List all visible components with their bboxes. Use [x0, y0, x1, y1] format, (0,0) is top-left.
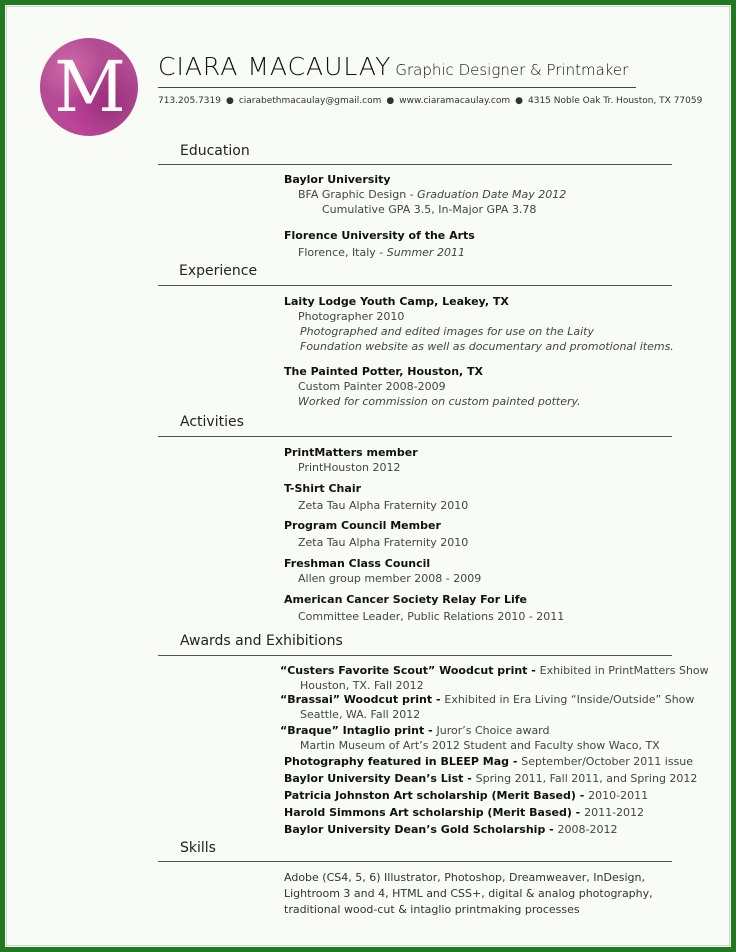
activity-item — [284, 518, 468, 550]
award-item — [280, 723, 660, 753]
entry-title: Baylor University — [284, 173, 391, 186]
activity-name: Freshman Class Council — [284, 557, 431, 570]
entry-title: Laity Lodge Youth Camp, Leakey, TX — [284, 295, 509, 308]
section-title-experience: Experience — [179, 263, 258, 279]
entry-florence — [284, 228, 475, 260]
activity-detail: Zeta Tau Alpha Fraternity 2010 — [298, 536, 469, 549]
award-sub: Houston, TX. Fall 2012 — [300, 679, 424, 692]
entry-laity — [284, 294, 674, 354]
section-title-education: Education — [180, 143, 250, 159]
award-name: Patricia Johnston Art scholarship (Merit Based) - — [284, 789, 589, 802]
award-detail: 2011-2012 — [584, 806, 645, 819]
activity-name: PrintMatters member — [284, 446, 418, 459]
activity-item — [284, 445, 418, 475]
entry-detail — [284, 245, 475, 260]
award-name: “Custers Favorite Scout” Woodcut print - — [280, 664, 540, 677]
award-item — [284, 822, 618, 837]
section-rule — [158, 436, 672, 437]
award-item — [284, 788, 648, 803]
activity-name: American Cancer Society Relay For Life — [284, 593, 527, 606]
award-name: “Braque” Intaglio print - — [280, 724, 437, 737]
applicant-role: Graphic Designer & Printmaker — [395, 61, 629, 79]
address: 4315 Noble Oak Tr. Houston, TX 77059 — [528, 96, 703, 106]
activity-item — [284, 556, 481, 586]
award-item — [284, 754, 693, 769]
activity-detail: Zeta Tau Alpha Fraternity 2010 — [298, 499, 469, 512]
bullet-icon: ● — [515, 96, 523, 106]
grad-date: Graduation Date May 2012 — [417, 188, 567, 201]
entry-baylor — [284, 172, 566, 217]
entry-desc: Photographed and edited images for use on the Laity — [300, 325, 594, 338]
entry-desc: Worked for commission on custom painted pottery. — [298, 395, 581, 408]
award-detail: Juror’s Choice award — [436, 724, 550, 737]
activity-item — [284, 481, 468, 513]
section-rule — [158, 861, 672, 862]
activity-detail: PrintHouston 2012 — [298, 461, 401, 474]
monogram-letter: M — [54, 46, 124, 128]
award-item — [284, 805, 644, 820]
contact-line — [158, 96, 702, 106]
award-sub: Seattle, WA. Fall 2012 — [300, 708, 421, 721]
award-detail: Exhibited in PrintMatters Show — [539, 664, 709, 677]
activity-detail: Committee Leader, Public Relations 2010 - 2011 — [298, 610, 565, 623]
bullet-icon: ● — [225, 96, 234, 106]
award-detail: September/October 2011 issue — [521, 755, 694, 768]
entry-role: Custom Painter 2008-2009 — [298, 380, 446, 393]
award-name: Baylor University Dean’s Gold Scholarship - — [284, 823, 558, 836]
award-detail: Exhibited in Era Living “Inside/Outside” Show — [444, 693, 695, 706]
award-sub: Martin Museum of Art’s 2012 Student and Faculty show Waco, TX — [300, 739, 660, 752]
award-name: Photography featured in BLEEP Mag - — [284, 755, 522, 768]
award-item — [280, 663, 709, 693]
monogram-logo — [40, 38, 138, 136]
section-title-awards: Awards and Exhibitions — [180, 633, 343, 649]
section-rule — [158, 655, 672, 656]
bullet-icon: ● — [386, 96, 395, 106]
entry-desc: Foundation website as well as documentary and promotional items. — [300, 340, 674, 353]
website-link[interactable]: www.ciaramacaulay.com — [399, 96, 511, 106]
skills-text: Adobe (CS4, 5, 6) Illustrator, Photoshop, Dreamweaver, InDesign, Lightroom 3 and 4, HTML and CSS+, digital & analog photography, traditional wood-cut & intaglio printmaking processes — [284, 871, 653, 916]
entry-gpa: Cumulative GPA 3.5, In-Major GPA 3.78 — [322, 203, 537, 216]
entry-potter — [284, 364, 581, 409]
phone: 713.205.7319 — [158, 96, 221, 106]
award-detail: Spring 2011, Fall 2011, and Spring 2012 — [475, 772, 698, 785]
header-name-line — [158, 52, 628, 81]
award-name: Baylor University Dean’s List - — [284, 772, 476, 785]
activity-name: Program Council Member — [284, 519, 441, 532]
award-item — [284, 771, 697, 786]
entry-title: Florence University of the Arts — [284, 229, 475, 242]
entry-role: Photographer 2010 — [298, 310, 405, 323]
place: Florence, Italy - — [298, 246, 387, 259]
degree: BFA Graphic Design - — [298, 188, 418, 201]
section-title-activities: Activities — [180, 414, 244, 430]
activity-detail: Allen group member 2008 - 2009 — [298, 572, 482, 585]
activity-item — [284, 592, 564, 624]
award-item — [280, 692, 694, 722]
header-divider — [158, 87, 636, 88]
award-name: “Brassai” Woodcut print - — [280, 693, 445, 706]
section-title-skills: Skills — [180, 840, 216, 856]
section-rule — [158, 285, 672, 286]
email-link[interactable]: ciarabethmacaulay@gmail.com — [238, 96, 382, 106]
section-rule — [158, 164, 672, 165]
activity-name: T-Shirt Chair — [284, 482, 362, 495]
entry-title: The Painted Potter, Houston, TX — [284, 365, 484, 378]
term: Summer 2011 — [386, 246, 465, 259]
award-detail: 2008-2012 — [557, 823, 618, 836]
award-detail: 2010-2011 — [588, 789, 649, 802]
entry-detail — [284, 187, 566, 202]
applicant-name: CIARA MACAULAY — [158, 52, 392, 81]
award-name: Harold Simmons Art scholarship (Merit Based) - — [284, 806, 585, 819]
